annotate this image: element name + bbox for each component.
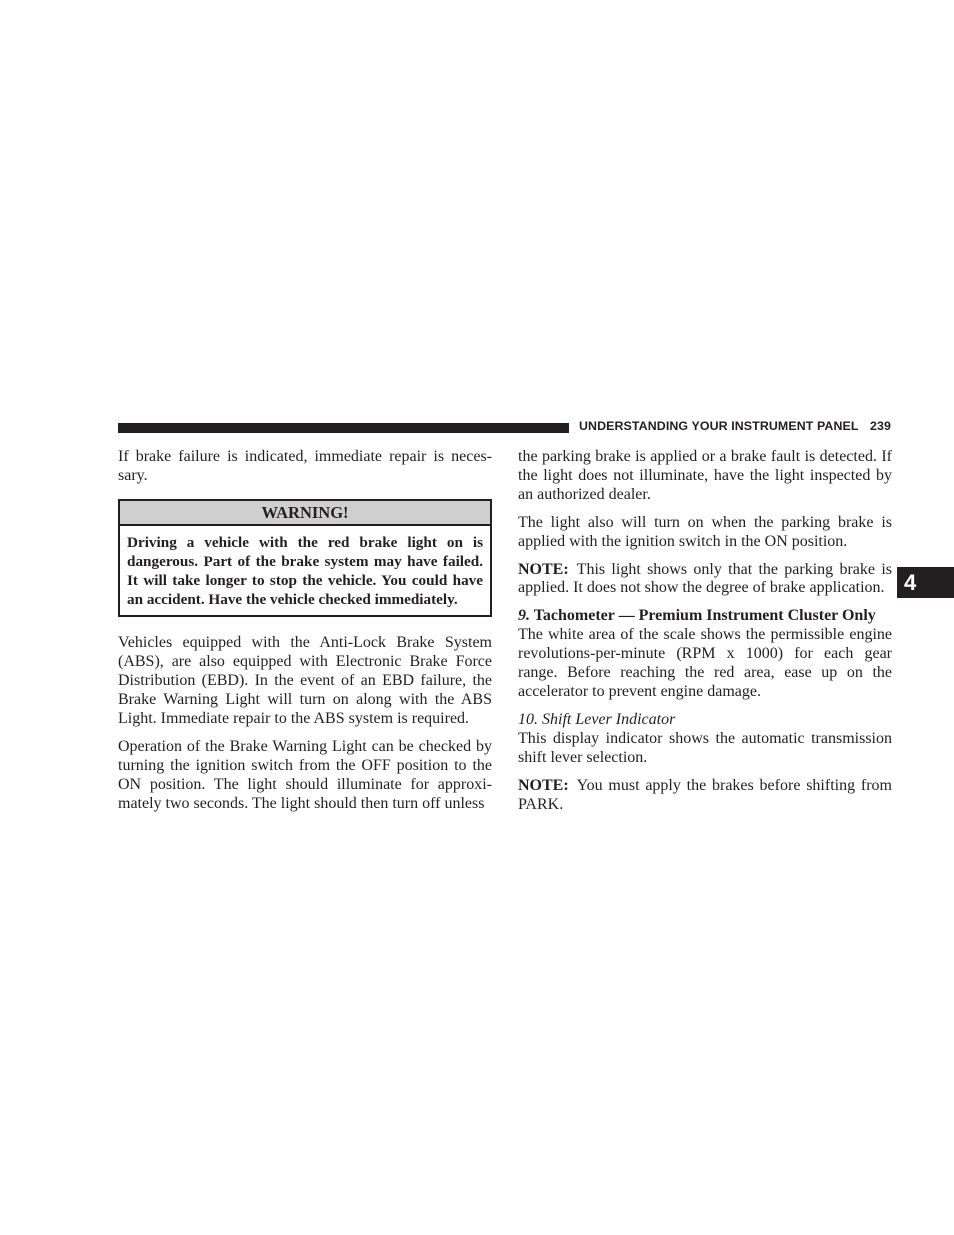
paragraph: This display indicator shows the automatic transmission shift lever selection.: [518, 729, 892, 766]
running-header: [579, 419, 891, 437]
paragraph: Vehicles equipped with the Anti-Lock Brake System (ABS), are also equipped with Electronic Brake Force Distribution (EBD). In the event of an EBD failure, the Brake Warning Light will turn on along with the ABS Light. Immediate repair to the ABS system is required.: [118, 634, 492, 728]
note-text: You must apply the brakes before shifting from PARK.: [518, 776, 892, 813]
warning-title: WARNING!: [120, 501, 490, 526]
header-rule: [118, 423, 569, 433]
paragraph: If brake failure is indicated, immediate repair is neces-sary.: [118, 448, 492, 484]
paragraph: The light also will turn on when the parking brake is applied with the ignition switch in the ON position.: [518, 513, 892, 550]
paragraph: the parking brake is applied or a brake fault is detected. If the light does not illuminate, have the light inspected by an authorized dealer.: [518, 448, 892, 503]
warning-body: Driving a vehicle with the red brake light on is dangerous. Part of the brake system may have failed. It will take longer to stop the vehicle. You could have an accident. Have the vehicle checked immediately.: [127, 533, 483, 608]
page-number: 239: [870, 419, 891, 433]
heading-number: 9.: [518, 607, 530, 625]
note-text: This light shows only that the parking brake is applied. It does not show the degree of brake application.: [518, 560, 892, 597]
note: [518, 777, 892, 815]
heading-title: Tachometer — Premium Instrument Cluster Only: [533, 607, 876, 625]
section-heading: [518, 607, 892, 626]
chapter-tab: 4: [897, 567, 954, 598]
section-heading: 10. Shift Lever Indicator: [518, 710, 676, 728]
paragraph: The white area of the scale shows the permissible engine revolutions-per-minute (RPM x 1000) for each gear range. Before reaching the red area, ease up on the accelerator to prevent engine damage.: [518, 626, 892, 700]
paragraph: Operation of the Brake Warning Light can be checked by turning the ignition switch from the OFF position to the ON position. The light should illuminate for approxi-mately two seconds. The light should then turn off unless: [118, 737, 492, 812]
left-column: [118, 448, 492, 823]
note: [518, 561, 892, 599]
note-label: NOTE:: [518, 776, 569, 794]
note-label: NOTE:: [518, 560, 569, 578]
right-column: [518, 448, 892, 823]
warning-box: [118, 499, 492, 618]
section-title: UNDERSTANDING YOUR INSTRUMENT PANEL: [579, 419, 859, 433]
